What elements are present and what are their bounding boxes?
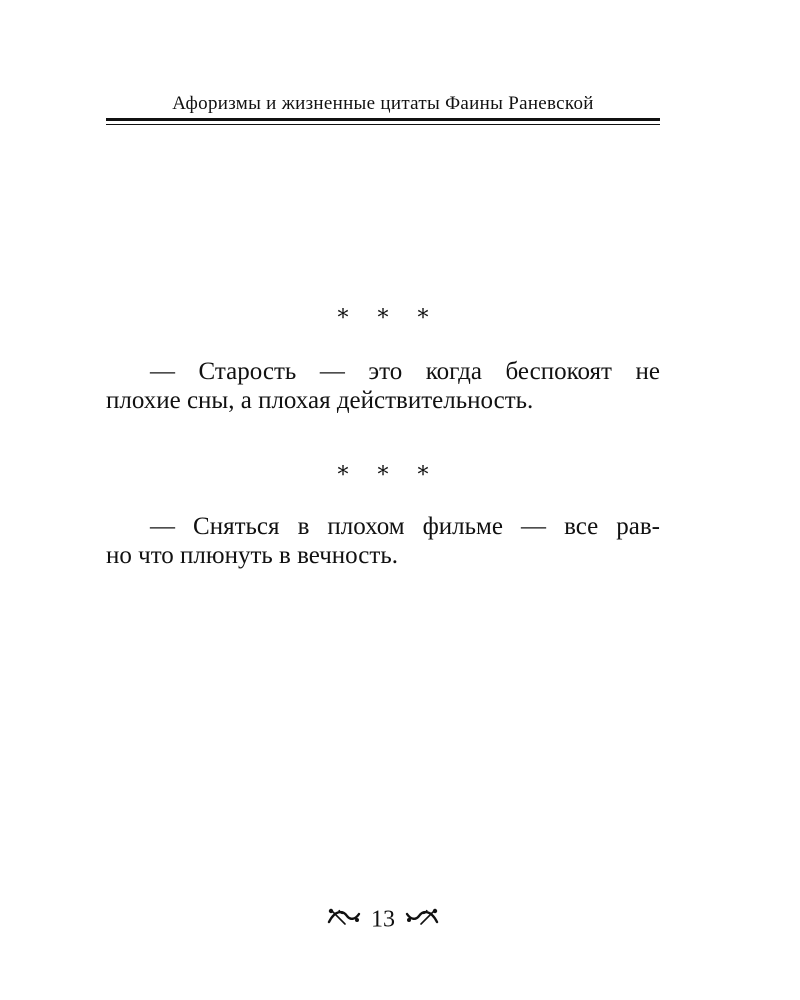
quote-paragraph [106,512,660,570]
running-header: Афоризмы и жизненные цитаты Фаины Раневской [172,93,594,114]
quote-line: — Сняться в плохом фильме — все рав- [150,513,660,540]
quote-line: — Старость — это когда беспокоят не [150,358,660,385]
section-separator: * * * [337,306,429,331]
section-separator: * * * [337,463,429,488]
header-rule-thick [106,118,660,121]
page-footer [106,903,660,934]
header-rule-thin [106,124,660,125]
quote-line: но что плюнуть в вечность. [106,542,398,569]
page-number: 13 [371,906,395,933]
quote-paragraph [106,357,660,415]
fleuron-right-icon [405,904,439,934]
quote-line: плохие сны, а плохая действительность. [106,387,534,414]
fleuron-left-icon [327,904,361,934]
